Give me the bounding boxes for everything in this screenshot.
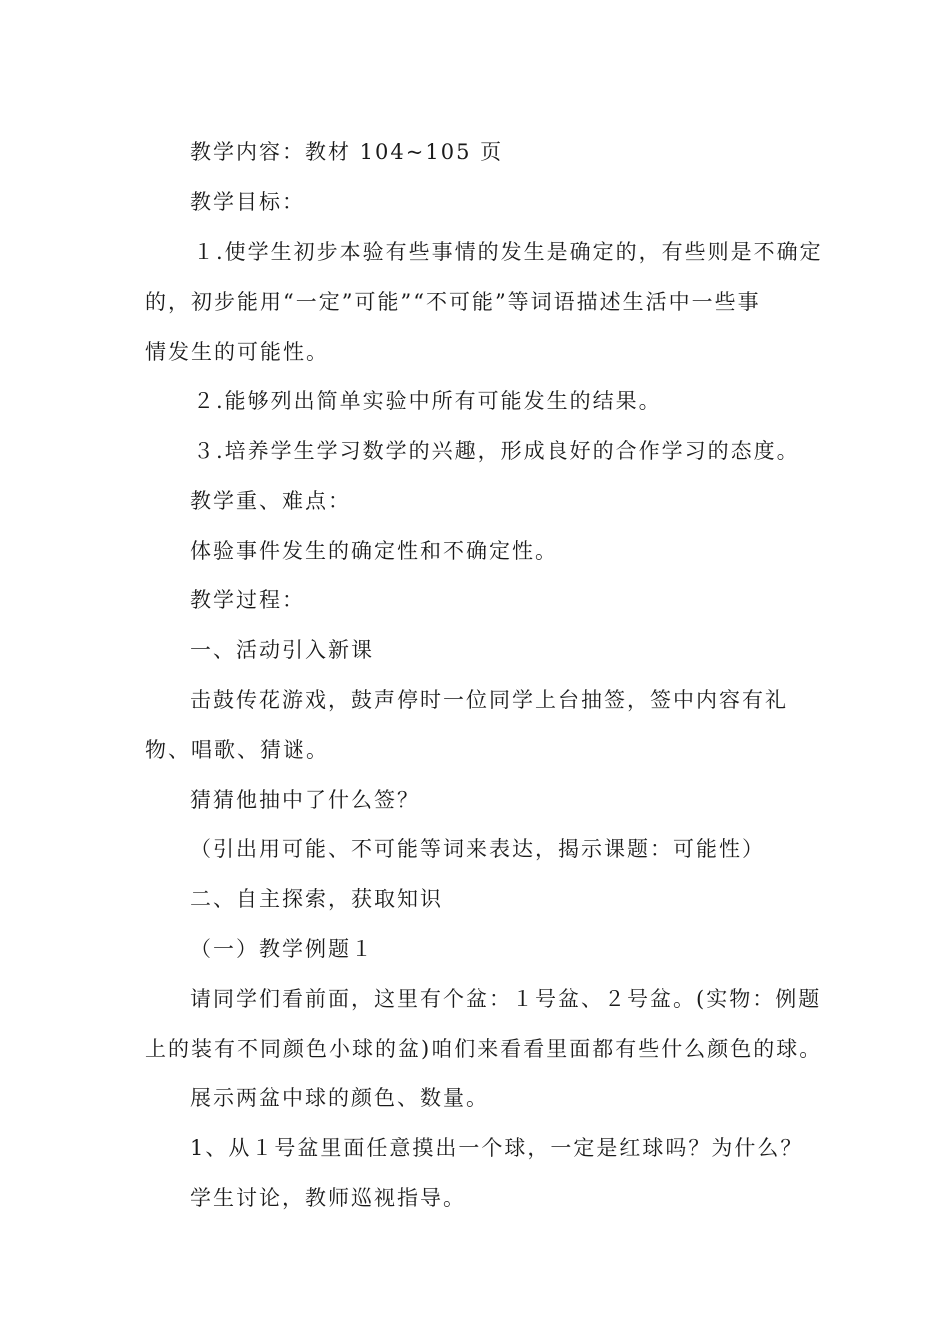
process-heading: 教学过程： — [190, 588, 305, 612]
activity-line-2: 物、唱歌、猜谜。 — [145, 738, 329, 762]
goal-1-line-1: １.使学生初步本验有些事情的发生是确定的，有些则是不确定 — [193, 240, 823, 264]
guess-question-line: 猜猜他抽中了什么签？ — [190, 788, 420, 812]
discussion-line: 学生讨论，教师巡视指导。 — [190, 1186, 466, 1210]
basins-line-2: 上的装有不同颜色小球的盆)咱们来看看里面都有些什么颜色的球。 — [145, 1037, 823, 1061]
activity-line-1: 击鼓传花游戏，鼓声停时一位同学上台抽签，签中内容有礼 — [190, 688, 788, 712]
teaching-content-line: 教学内容：教材 104~105 页 — [190, 140, 504, 164]
goal-1-line-3: 情发生的可能性。 — [145, 340, 329, 364]
teaching-goals-heading: 教学目标： — [190, 190, 305, 214]
section-1-heading: 一、活动引入新课 — [190, 638, 374, 662]
question-1-line: 1、从１号盆里面任意摸出一个球，一定是红球吗？为什么？ — [190, 1136, 804, 1160]
show-balls-line: 展示两盆中球的颜色、数量。 — [190, 1086, 489, 1110]
basins-line-1: 请同学们看前面，这里有个盆：１号盆、２号盆。(实物：例题 — [190, 987, 822, 1011]
key-points-heading: 教学重、难点： — [190, 489, 351, 513]
key-points-line: 体验事件发生的确定性和不确定性。 — [190, 539, 558, 563]
goal-1-line-2: 的，初步能用“一定”可能”“不可能”等词语描述生活中一些事 — [145, 290, 761, 314]
section-2-heading: 二、自主探索，获取知识 — [190, 887, 443, 911]
goal-2-line: ２.能够列出简单实验中所有可能发生的结果。 — [193, 389, 662, 413]
topic-reveal-line: （引出用可能、不可能等词来表达，揭示课题：可能性） — [190, 837, 765, 861]
example-1-heading: （一）教学例题１ — [190, 937, 374, 961]
goal-3-line: ３.培养学生学习数学的兴趣，形成良好的合作学习的态度。 — [193, 439, 800, 463]
